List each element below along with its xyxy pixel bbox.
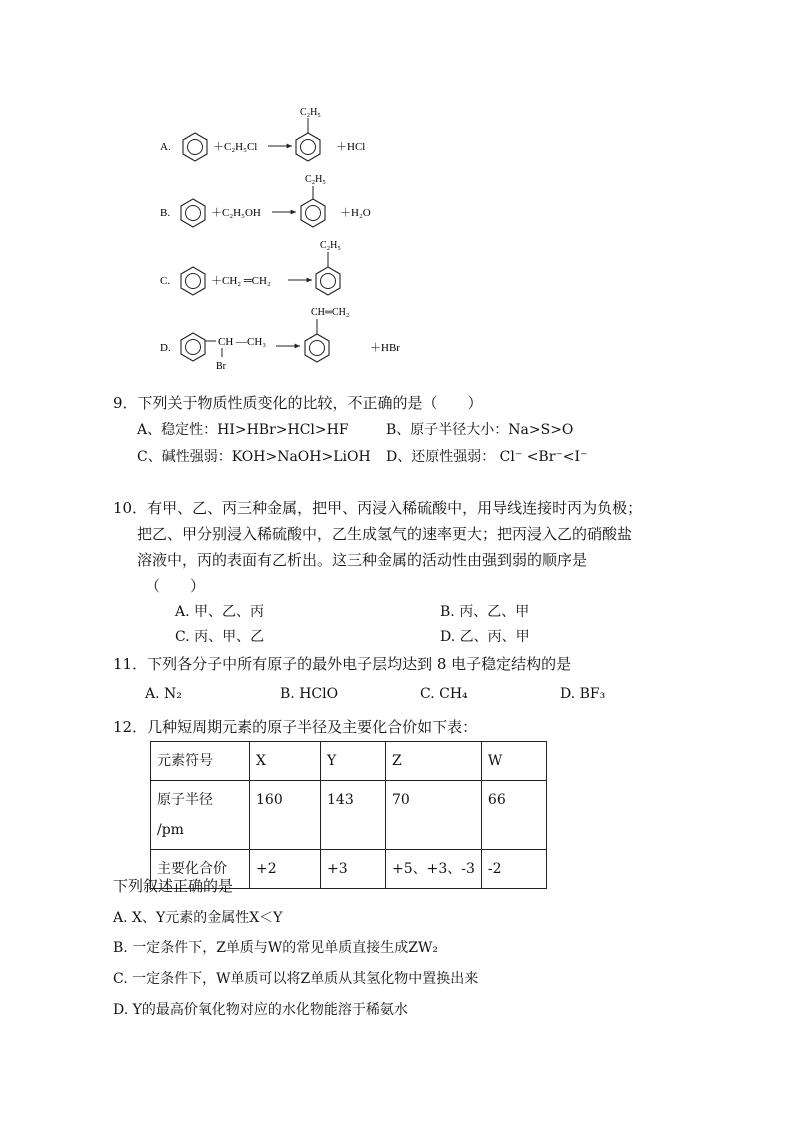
option-d: D. Y的最高价氧化物对应的水化物能溶于稀氨水 xyxy=(113,1002,408,1018)
option-a: A、稳定性：HI>HBr>HCl>HF xyxy=(137,422,349,438)
question-stem-line: 溶液中，丙的表面有乙析出。这三种金属的活动性由强到弱的顺序是 xyxy=(137,551,588,569)
reaction-c xyxy=(160,240,341,295)
question-stem-line: 把乙、甲分别浸入稀硫酸中，乙生成氢气的速率更大；把丙浸入乙的硝酸盐 xyxy=(137,525,633,543)
option-d: D. 乙、丙、甲 xyxy=(440,629,530,645)
benzene-ring-icon xyxy=(183,133,207,161)
reaction-d xyxy=(160,307,400,372)
option-c: C. CH₄ xyxy=(420,686,468,702)
table-header-cell: 元素符号 xyxy=(151,742,250,781)
reagent: ＋C₂H₅Cl xyxy=(213,141,258,153)
reaction-label: B. xyxy=(160,207,171,219)
table-cell: 66 xyxy=(481,781,546,850)
table-cell: 70 xyxy=(386,781,482,850)
substituent: C₂H₅ xyxy=(320,240,341,251)
table-cell: +5、+3、-3 xyxy=(386,850,482,889)
substituent: CH═CH₂ xyxy=(311,307,350,318)
reaction-a xyxy=(160,107,365,161)
table-cell: +3 xyxy=(321,850,386,889)
option-c: C. 一定条件下，W单质可以将Z单质从其氢化物中置换出来 xyxy=(113,971,479,987)
table-row xyxy=(151,742,547,781)
benzene-ring-icon xyxy=(305,334,329,362)
question-stem-line: 10．有甲、乙、丙三种金属，把甲、丙浸入稀硫酸中，用导线连接时丙为负极； xyxy=(113,499,643,517)
table-header-cell: Y xyxy=(321,742,386,781)
option-b: B. 一定条件下，Z单质与W的常见单质直接生成ZW₂ xyxy=(113,940,439,956)
table-header-cell: Z xyxy=(386,742,482,781)
option-d: D、还原性强弱： Cl⁻ <Br⁻<I⁻ xyxy=(386,449,588,465)
benzene-ring-icon xyxy=(301,199,325,227)
question-stem: 11．下列各分子中所有原子的最外电子层均达到 8 电子稳定结构的是 xyxy=(113,655,572,673)
question-stem: 12．几种短周期元素的原子半径及主要化合价如下表： xyxy=(113,718,478,736)
benzene-ring-icon xyxy=(181,333,205,361)
byproduct: ＋H₂O xyxy=(340,207,371,219)
table-cell: 143 xyxy=(321,781,386,850)
option-a: A. N₂ xyxy=(145,686,182,702)
benzene-ring-icon xyxy=(316,267,340,295)
table-cell: 160 xyxy=(250,781,321,850)
byproduct: ＋HCl xyxy=(336,141,366,153)
reaction-label: D. xyxy=(160,342,171,354)
element-table xyxy=(150,741,547,889)
question-stem: 9．下列关于物质性质变化的比较，不正确的是（ ） xyxy=(113,394,483,412)
table-cell: 原子半径 /pm xyxy=(151,781,250,850)
benzene-ring-icon xyxy=(181,267,205,295)
question-intro: 下列叙述正确的是 xyxy=(113,877,234,895)
option-b: B. HClO xyxy=(280,686,339,702)
table-header-cell: W xyxy=(481,742,546,781)
table-header-cell: X xyxy=(250,742,321,781)
option-a: A. X、Y元素的金属性X＜Y xyxy=(113,910,283,926)
substituent: C₂H₅ xyxy=(305,174,326,185)
benzene-ring-icon xyxy=(181,199,205,227)
option-d: D. BF₃ xyxy=(560,686,606,702)
reactant-bromine: Br xyxy=(216,361,226,372)
table-cell: -2 xyxy=(481,850,546,889)
answer-bracket: （ ） xyxy=(145,577,206,595)
table-row xyxy=(151,781,547,850)
option-b: B、原子半径大小：Na>S>O xyxy=(386,422,574,438)
reactant-side-chain: CH —CH₃ xyxy=(218,336,267,348)
table-cell: +2 xyxy=(250,850,321,889)
byproduct: ＋HBr xyxy=(370,342,400,354)
reaction-b xyxy=(160,174,371,227)
reaction-schemes xyxy=(0,0,794,380)
reaction-label: C. xyxy=(160,275,171,287)
table-cell: 主要化合价 xyxy=(151,850,250,889)
benzene-ring-icon xyxy=(296,133,320,161)
option-c: C. 丙、甲、乙 xyxy=(175,629,265,645)
option-b: B. 丙、乙、甲 xyxy=(440,604,530,620)
substituent: C₂H₅ xyxy=(300,107,321,118)
reagent: ＋C₂H₅OH xyxy=(211,207,261,219)
reaction-label: A. xyxy=(160,141,171,153)
option-c: C、碱性强弱：KOH>NaOH>LiOH xyxy=(137,449,371,465)
option-a: A. 甲、乙、丙 xyxy=(175,604,265,620)
reagent: ＋CH₂ ═CH₂ xyxy=(211,275,271,287)
